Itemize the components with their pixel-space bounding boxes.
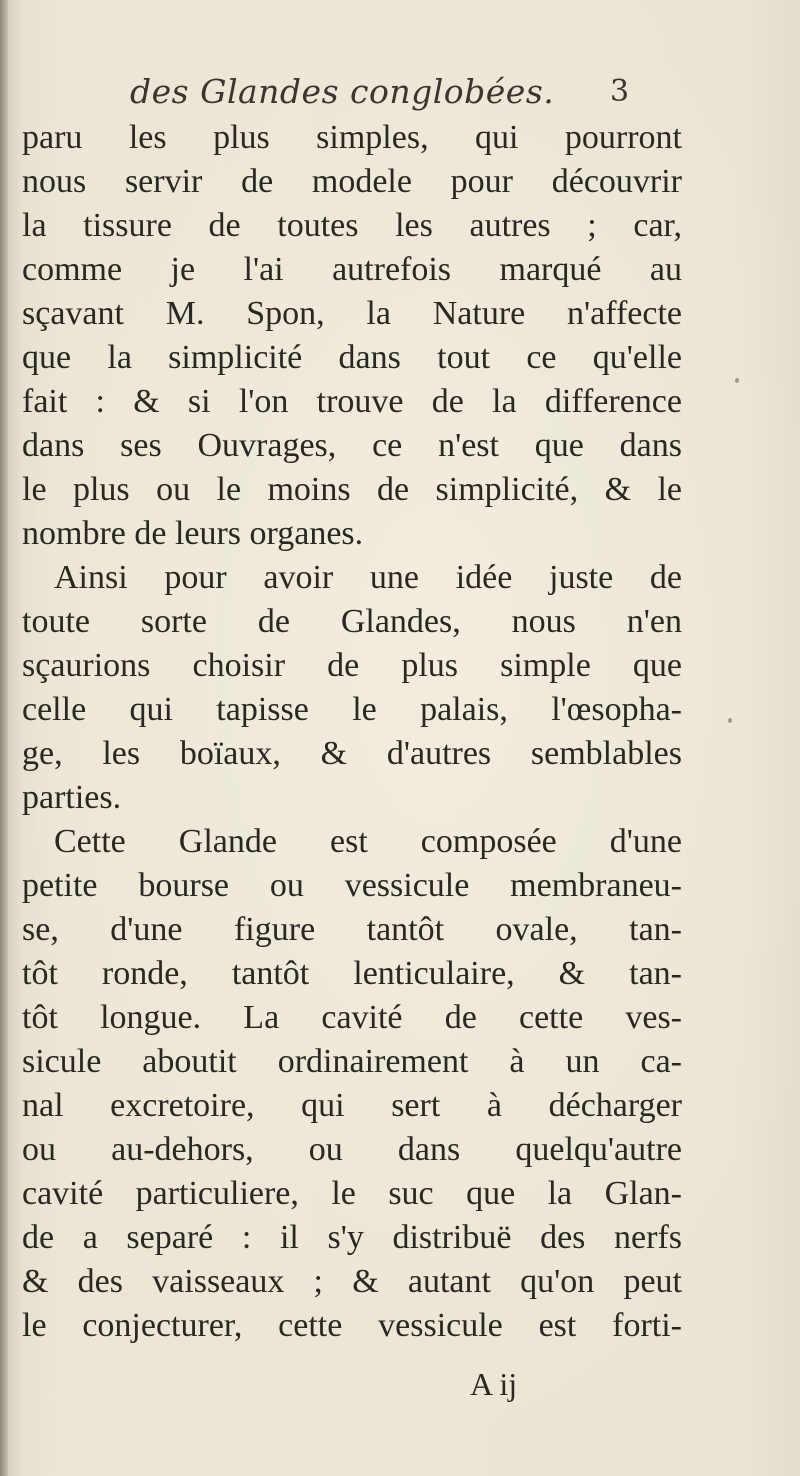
text-line: celle qui tapisse le palais, l'œsopha- (22, 691, 682, 728)
text-line: sçavant M. Spon, la Nature n'affecte (22, 295, 682, 332)
text-line: ge, les boïaux, & d'autres semblables (22, 735, 682, 772)
running-head (120, 72, 660, 116)
text-line: ou au-dehors, ou dans quelqu'autre (22, 1131, 682, 1168)
text-line: cavité particuliere, le suc que la Glan- (22, 1175, 682, 1212)
text-line: tôt longue. La cavité de cette ves- (22, 999, 682, 1036)
text-line: sçaurions choisir de plus simple que (22, 647, 682, 684)
text-line: Ainsi pour avoir une idée juste de (54, 559, 682, 596)
body-text (22, 116, 682, 1348)
text-line: nal excretoire, qui sert à décharger (22, 1087, 682, 1124)
paper-speck (735, 378, 739, 383)
paper-speck (728, 718, 732, 723)
text-line: nombre de leurs organes. (22, 515, 364, 552)
text-line: parties. (22, 779, 122, 816)
text-line: le conjecturer, cette vessicule est forti- (22, 1307, 682, 1344)
text-line: nous servir de modele pour découvrir (22, 163, 682, 200)
text-line: toute sorte de Glandes, nous n'en (22, 603, 682, 640)
page-number: 3 (610, 74, 630, 109)
binding-gutter (0, 0, 8, 1476)
running-title: des Glandes conglobées. (130, 72, 555, 111)
text-line: dans ses Ouvrages, ce n'est que dans (22, 427, 682, 464)
text-line: de a separé : il s'y distribuë des nerfs (22, 1219, 682, 1256)
text-line: comme je l'ai autrefois marqué au (22, 251, 682, 288)
text-line: la tissure de toutes les autres ; car, (22, 207, 682, 244)
signature-mark: A ij (470, 1366, 518, 1402)
text-line: petite bourse ou vessicule membraneu- (22, 867, 682, 904)
text-line: fait : & si l'on trouve de la difference (22, 383, 682, 420)
text-line: se, d'une figure tantôt ovale, tan- (22, 911, 682, 948)
text-line: le plus ou le moins de simplicité, & le (22, 471, 682, 508)
text-line: sicule aboutit ordinairement à un ca- (22, 1043, 682, 1080)
text-line: Cette Glande est composée d'une (54, 823, 682, 860)
text-line: que la simplicité dans tout ce qu'elle (22, 339, 682, 376)
text-line: paru les plus simples, qui pourront (22, 119, 682, 156)
text-line: tôt ronde, tantôt lenticulaire, & tan- (22, 955, 682, 992)
text-line: & des vaisseaux ; & autant qu'on peut (22, 1263, 682, 1300)
